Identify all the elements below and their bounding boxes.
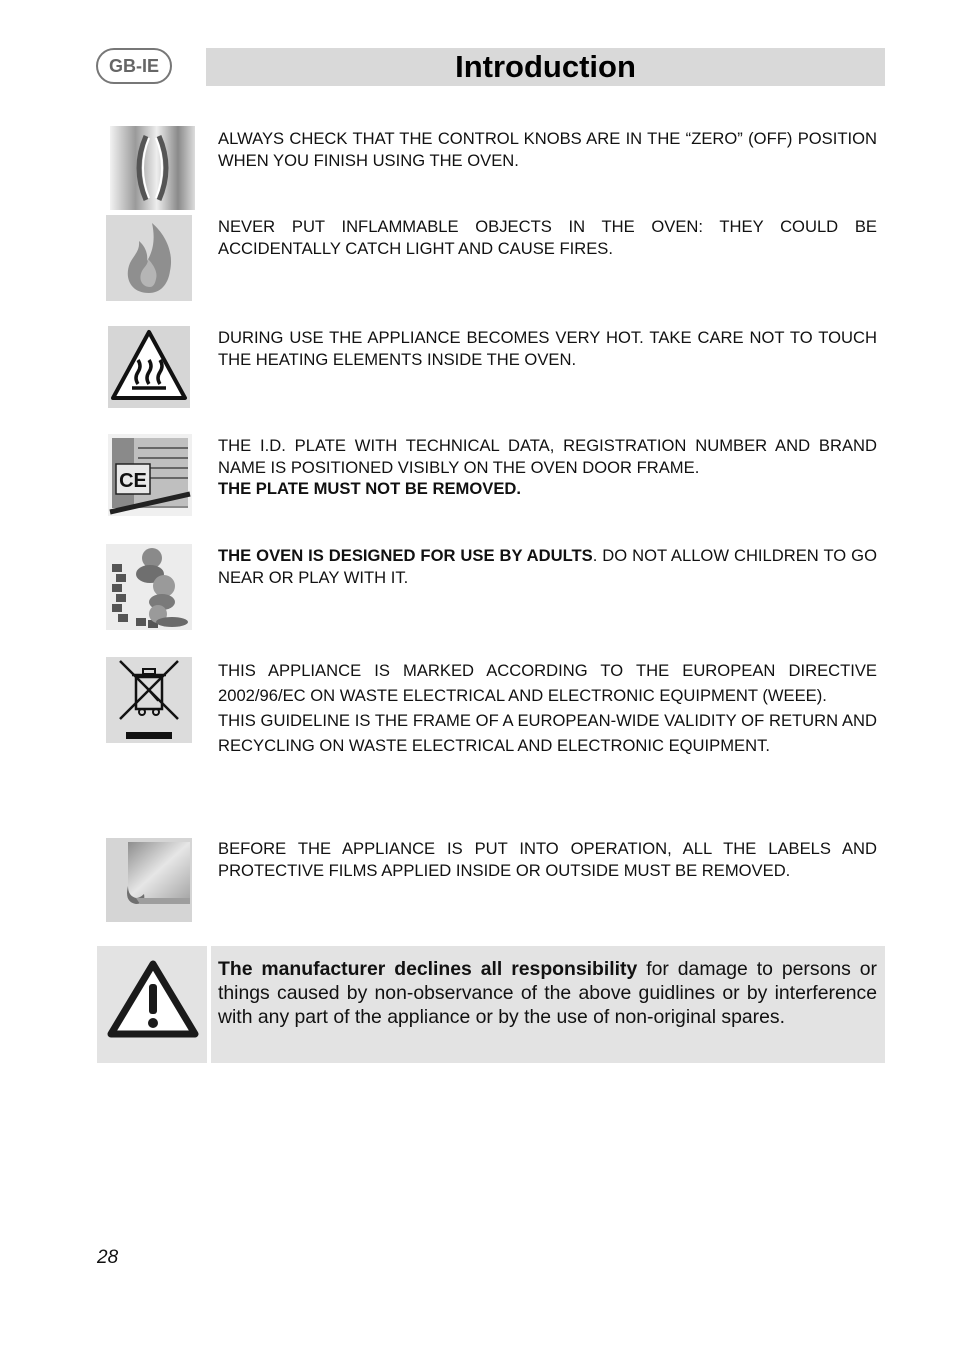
control-knob-icon bbox=[110, 126, 195, 210]
ce-id-plate-icon bbox=[108, 434, 192, 516]
protective-film-instruction: BEFORE THE APPLIANCE IS PUT INTO OPERATION, ALL THE LABELS AND PROTECTIVE FILMS APPLIED INSIDE OR OUTSIDE MUST BE REMOVED. bbox=[218, 839, 877, 880]
weee-instruction: THIS APPLIANCE IS MARKED ACCORDING TO THE EUROPEAN DIRECTIVE 2002/96/EC ON WASTE ELECTRICAL AND ELECTRONIC EQUIPMENT (WEEE). THIS GUIDELINE IS THE FRAME OF A EUROPEAN-WIDE VALIDITY OF RETURN AND RECYCLING ON WASTE ELECTRICAL AND ELECTRONIC EQUIPMENT. bbox=[218, 661, 877, 755]
language-badge: GB-IE bbox=[96, 48, 172, 84]
knob-instruction: ALWAYS CHECK THAT THE CONTROL KNOBS ARE IN THE “ZERO” (OFF) POSITION WHEN YOU FINISH USING THE OVEN. bbox=[218, 129, 877, 170]
page-title: Introduction bbox=[206, 48, 885, 86]
flame-icon bbox=[106, 215, 192, 301]
svg-text:CE: CE bbox=[119, 470, 147, 492]
notice-icon-panel bbox=[97, 946, 207, 1063]
page-number: 28 bbox=[97, 1247, 119, 1268]
responsibility-text: The manufacturer declines all responsibility for damage to persons or things caused by non-observance of the above guidlines or by interference with any part of the appliance or by the use of non-original spares. bbox=[218, 958, 877, 1028]
exclamation-warning-icon bbox=[97, 946, 207, 1063]
id-plate-instruction: THE I.D. PLATE WITH TECHNICAL DATA, REGISTRATION NUMBER AND BRAND NAME IS POSITIONED VISIBLY ON THE OVEN DOOR FRAME. THE PLATE MUST NOT BE REMOVED. bbox=[218, 436, 877, 498]
children-instruction: THE OVEN IS DESIGNED FOR USE BY ADULTS. DO NOT ALLOW CHILDREN TO GO NEAR OR PLAY WITH IT. bbox=[218, 546, 877, 587]
weee-crossed-bin-icon bbox=[106, 657, 192, 743]
hot-surface-warning-icon bbox=[108, 326, 190, 408]
protective-film-icon bbox=[106, 838, 192, 922]
children-warning-icon bbox=[106, 544, 192, 630]
hot-surface-instruction: DURING USE THE APPLIANCE BECOMES VERY HOT. TAKE CARE NOT TO TOUCH THE HEATING ELEMENTS INSIDE THE OVEN. bbox=[218, 328, 877, 369]
flammable-instruction: NEVER PUT INFLAMMABLE OBJECTS IN THE OVEN: THEY COULD BE ACCIDENTALLY CATCH LIGHT AND CAUSE FIRES. bbox=[218, 217, 877, 258]
